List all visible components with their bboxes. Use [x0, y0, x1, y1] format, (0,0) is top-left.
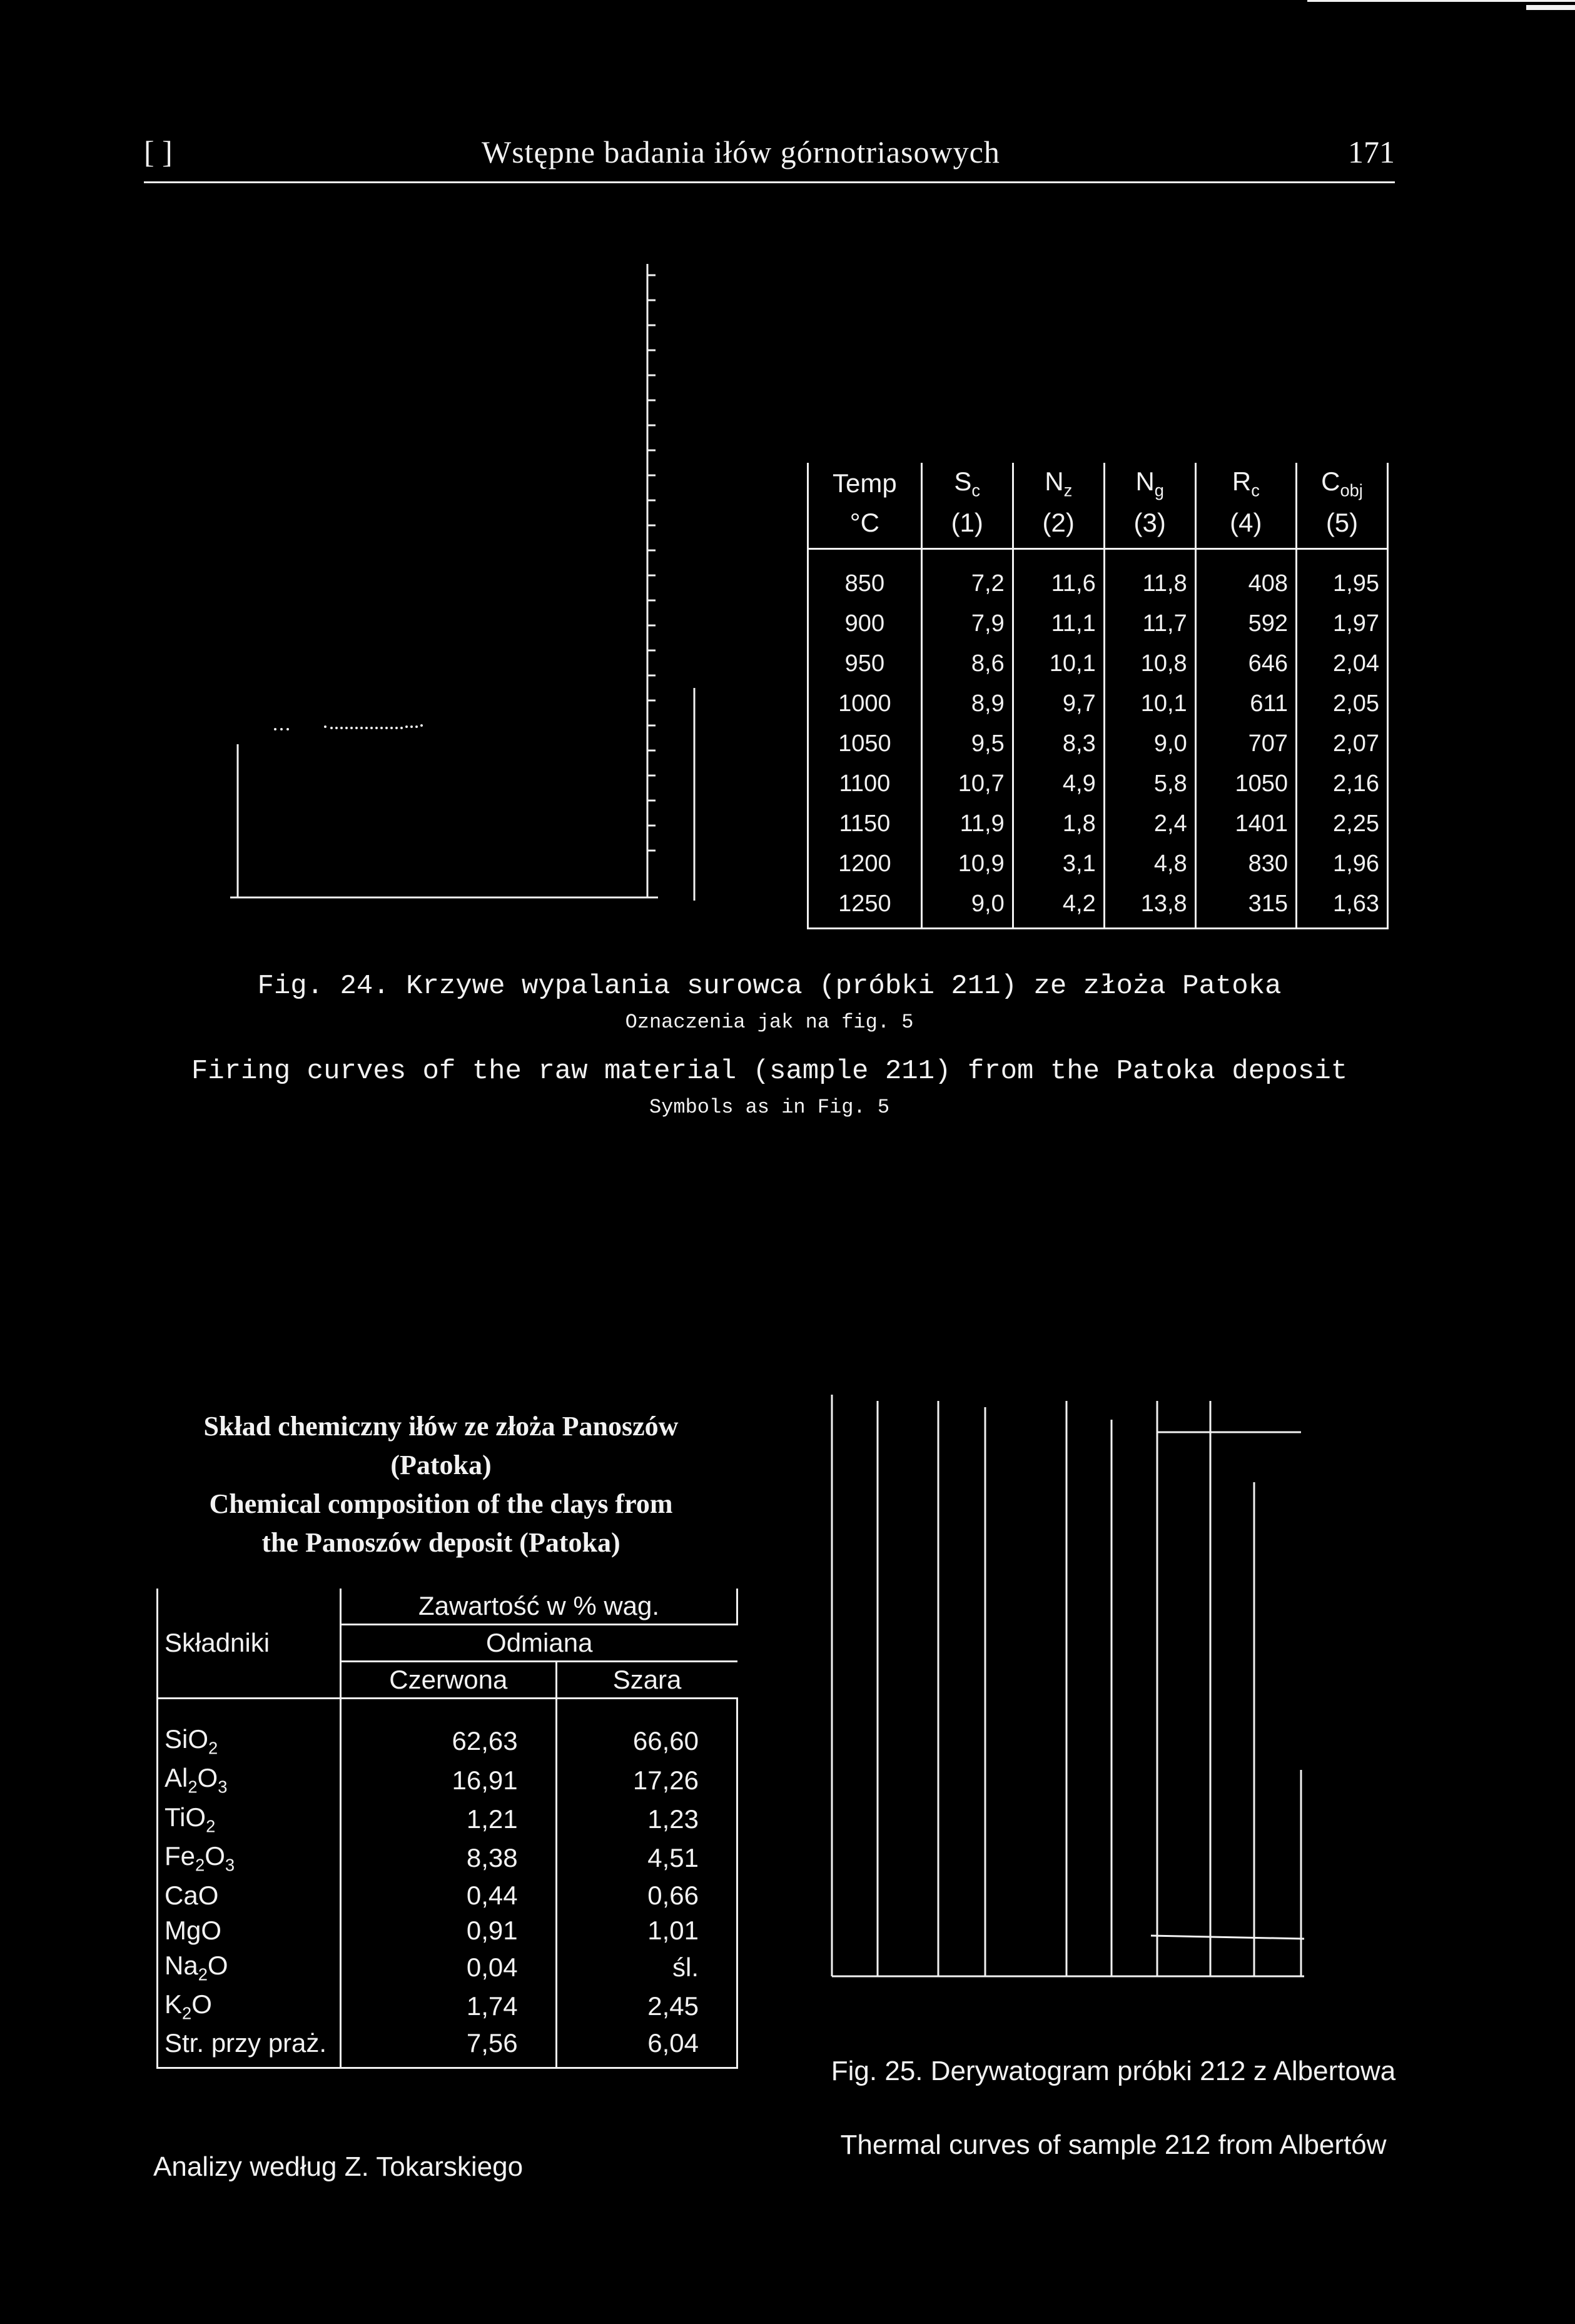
- fig25-caption-pl: Fig. 25. Derywatogram próbki 212 z Albertowa: [831, 2056, 1396, 2086]
- table-cell: 2,07: [1296, 724, 1387, 764]
- table-cell: 13,8: [1104, 884, 1195, 929]
- table2-title-en-2: the Panoszów deposit (Patoka): [261, 1527, 620, 1558]
- component-name: Str. przy praż.: [158, 2026, 341, 2068]
- table-cell: 707: [1195, 724, 1296, 764]
- table-cell: 11,9: [921, 804, 1013, 844]
- table-cell: 592: [1195, 604, 1296, 644]
- table2-col-grey: Szara: [556, 1662, 737, 1699]
- table-row: [808, 844, 1388, 884]
- fig25-caption-en: Thermal curves of sample 212 from Albertów: [840, 2129, 1387, 2160]
- table1-header-1: [921, 463, 1013, 504]
- fig25-bottom-curve: [1151, 1936, 1304, 1939]
- table-cell: 900: [808, 604, 922, 644]
- fig25-derivatogram: [826, 1388, 1314, 1983]
- red-value: 7,56: [341, 2026, 557, 2068]
- fig24-symbols-en: Symbols as in Fig. 5: [649, 1096, 890, 1119]
- table-cell: 1,8: [1013, 804, 1104, 844]
- top-edge-line: [1307, 0, 1575, 2]
- table-cell: 1250: [808, 884, 922, 929]
- component-name: MgO: [158, 1913, 341, 1948]
- col-5-name: $C_{obj}$: [1321, 467, 1363, 500]
- table-cell: 1200: [808, 844, 922, 884]
- table-cell: 10,1: [1104, 684, 1195, 724]
- table-row: [808, 884, 1388, 929]
- grey-value: 4,51: [556, 1839, 737, 1877]
- table2-header-row-1: [158, 1589, 737, 1625]
- grey-value: 66,60: [556, 1699, 737, 1761]
- table-cell: 8,6: [921, 644, 1013, 684]
- table-cell: 4,9: [1013, 764, 1104, 804]
- table1-subheader-3: (3): [1104, 504, 1195, 549]
- table-cell: 1100: [808, 764, 922, 804]
- table-cell: 646: [1195, 644, 1296, 684]
- fig24-symbols-pl: Oznaczenia jak na fig. 5: [625, 1011, 914, 1034]
- fig24-caption-pl: Fig. 24. Krzywe wypalania surowca (próbki 211) ze złoża Patoka: [257, 971, 1282, 1002]
- table2-title-pl-1: Skład chemiczny iłów ze złoża Panoszów: [203, 1411, 679, 1442]
- table-row: [158, 1761, 737, 1799]
- table-row: [808, 604, 1388, 644]
- table-cell: 11,6: [1013, 549, 1104, 604]
- table-cell: 4,8: [1104, 844, 1195, 884]
- table-cell: 1,96: [1296, 844, 1387, 884]
- table1-header-0: [808, 463, 922, 504]
- table-cell: 11,7: [1104, 604, 1195, 644]
- table-cell: 1050: [808, 724, 922, 764]
- table2-col-components: Składniki: [158, 1589, 341, 1699]
- table2-note: Analizy według Z. Tokarskiego: [153, 2151, 524, 2182]
- table1-header-5: [1296, 463, 1387, 504]
- col-1-name: $S_c$: [954, 467, 981, 500]
- table-cell: 7,2: [921, 549, 1013, 604]
- red-value: 16,91: [341, 1761, 557, 1799]
- head-bracket: [ ]: [144, 134, 173, 169]
- grey-value: 1,01: [556, 1913, 737, 1948]
- col-3-name: $N_g$: [1135, 467, 1164, 500]
- table-row: [158, 1948, 737, 1987]
- grey-value: 0,66: [556, 1878, 737, 1913]
- table-cell: 9,0: [1104, 724, 1195, 764]
- red-value: 1,74: [341, 1987, 557, 2026]
- table-row: [158, 1878, 737, 1913]
- table1-header-4: [1195, 463, 1296, 504]
- table2-col-content: Zawartość w % wag.: [341, 1589, 737, 1625]
- table-cell: 11,8: [1104, 549, 1195, 604]
- table-cell: 1000: [808, 684, 922, 724]
- table1-subheader-0: °C: [808, 504, 922, 549]
- col-0-name: Temp: [833, 468, 897, 498]
- red-value: 0,04: [341, 1948, 557, 1987]
- grey-value: 6,04: [556, 2026, 737, 2068]
- table-row: [808, 684, 1388, 724]
- red-value: 0,91: [341, 1913, 557, 1948]
- table-cell: 5,8: [1104, 764, 1195, 804]
- fig24-caption-en: Firing curves of the raw material (sample 211) from the Patoka deposit: [191, 1056, 1348, 1087]
- table1-subheader-2: (2): [1013, 504, 1104, 549]
- table-row: [158, 1699, 737, 1761]
- table-cell: 2,4: [1104, 804, 1195, 844]
- table1-subheader-5: (5): [1296, 504, 1387, 549]
- component-name: CaO: [158, 1878, 341, 1913]
- table-header-row: [808, 463, 1388, 504]
- table-row: [808, 804, 1388, 844]
- table-cell: 1401: [1195, 804, 1296, 844]
- table-row: [808, 549, 1388, 604]
- running-head: [144, 134, 1395, 178]
- table-cell: 10,1: [1013, 644, 1104, 684]
- red-value: 8,38: [341, 1839, 557, 1877]
- table-cell: 2,16: [1296, 764, 1387, 804]
- col-2-name: $N_z$: [1045, 467, 1073, 500]
- table-row: [808, 764, 1388, 804]
- red-value: 0,44: [341, 1878, 557, 1913]
- fig24-plot-stub: [225, 250, 701, 913]
- table-cell: 1150: [808, 804, 922, 844]
- component-name: $Al_2O_3$: [158, 1761, 341, 1799]
- table-cell: 2,04: [1296, 644, 1387, 684]
- table-cell: 11,1: [1013, 604, 1104, 644]
- table1-subheader-1: (1): [921, 504, 1013, 549]
- grey-value: 1,23: [556, 1800, 737, 1839]
- table-header-subrow: [808, 504, 1388, 549]
- table-cell: 9,7: [1013, 684, 1104, 724]
- table-cell: 9,5: [921, 724, 1013, 764]
- table-row: [158, 1913, 737, 1948]
- table-row: [158, 2026, 737, 2068]
- table2-col-red: Czerwona: [341, 1662, 557, 1699]
- table1-header-2: [1013, 463, 1104, 504]
- table1-subheader-4: (4): [1195, 504, 1296, 549]
- col-4-name: $R_c$: [1232, 467, 1260, 500]
- table-cell: 4,2: [1013, 884, 1104, 929]
- table-row: [808, 724, 1388, 764]
- table2-title: [144, 1407, 738, 1562]
- table-cell: 10,7: [921, 764, 1013, 804]
- table-cell: 10,9: [921, 844, 1013, 884]
- table-cell: 10,8: [1104, 644, 1195, 684]
- component-name: SiO$_2$: [158, 1699, 341, 1761]
- table-cell: 7,9: [921, 604, 1013, 644]
- red-value: 62,63: [341, 1699, 557, 1761]
- table2-col-variety: Odmiana: [341, 1625, 737, 1662]
- table-cell: 9,0: [921, 884, 1013, 929]
- fig24-y-ticks: [647, 275, 656, 851]
- fig24-dotted-curve: [274, 724, 423, 730]
- table-row: [808, 644, 1388, 684]
- table-row: [158, 1839, 737, 1877]
- table-cell: 3,1: [1013, 844, 1104, 884]
- table-cell: 8,9: [921, 684, 1013, 724]
- top-edge-mark: [1526, 5, 1575, 10]
- table-cell: 2,25: [1296, 804, 1387, 844]
- table2-title-en-1: Chemical composition of the clays from: [209, 1488, 673, 1519]
- table-cell: 1,63: [1296, 884, 1387, 929]
- table-cell: 408: [1195, 549, 1296, 604]
- table-row: [158, 1987, 737, 2026]
- table-cell: 8,3: [1013, 724, 1104, 764]
- table-cell: 850: [808, 549, 922, 604]
- table-cell: 1,97: [1296, 604, 1387, 644]
- table-cell: 2,05: [1296, 684, 1387, 724]
- page-number: 171: [1348, 134, 1395, 169]
- grey-value: 17,26: [556, 1761, 737, 1799]
- table-cell: 950: [808, 644, 922, 684]
- head-title: Wstępne badania iłów górnotriasowych: [482, 134, 1000, 169]
- component-name: $K_2O$: [158, 1987, 341, 2026]
- grey-value: 2,45: [556, 1987, 737, 2026]
- component-name: TiO$_2$: [158, 1800, 341, 1839]
- table-cell: 611: [1195, 684, 1296, 724]
- table-cell: 1,95: [1296, 549, 1387, 604]
- table-row: [158, 1800, 737, 1839]
- red-value: 1,21: [341, 1800, 557, 1839]
- table-cell: 830: [1195, 844, 1296, 884]
- head-rule: [144, 181, 1395, 183]
- table-cell: 1050: [1195, 764, 1296, 804]
- firing-data-table: [807, 463, 1389, 929]
- component-name: $Fe_2O_3$: [158, 1839, 341, 1877]
- table2-title-pl-2: (Patoka): [390, 1450, 492, 1480]
- table1-header-3: [1104, 463, 1195, 504]
- component-name: $Na_2O$: [158, 1948, 341, 1987]
- grey-value: śl.: [556, 1948, 737, 1987]
- table-cell: 315: [1195, 884, 1296, 929]
- chemical-composition-table: [156, 1589, 738, 2069]
